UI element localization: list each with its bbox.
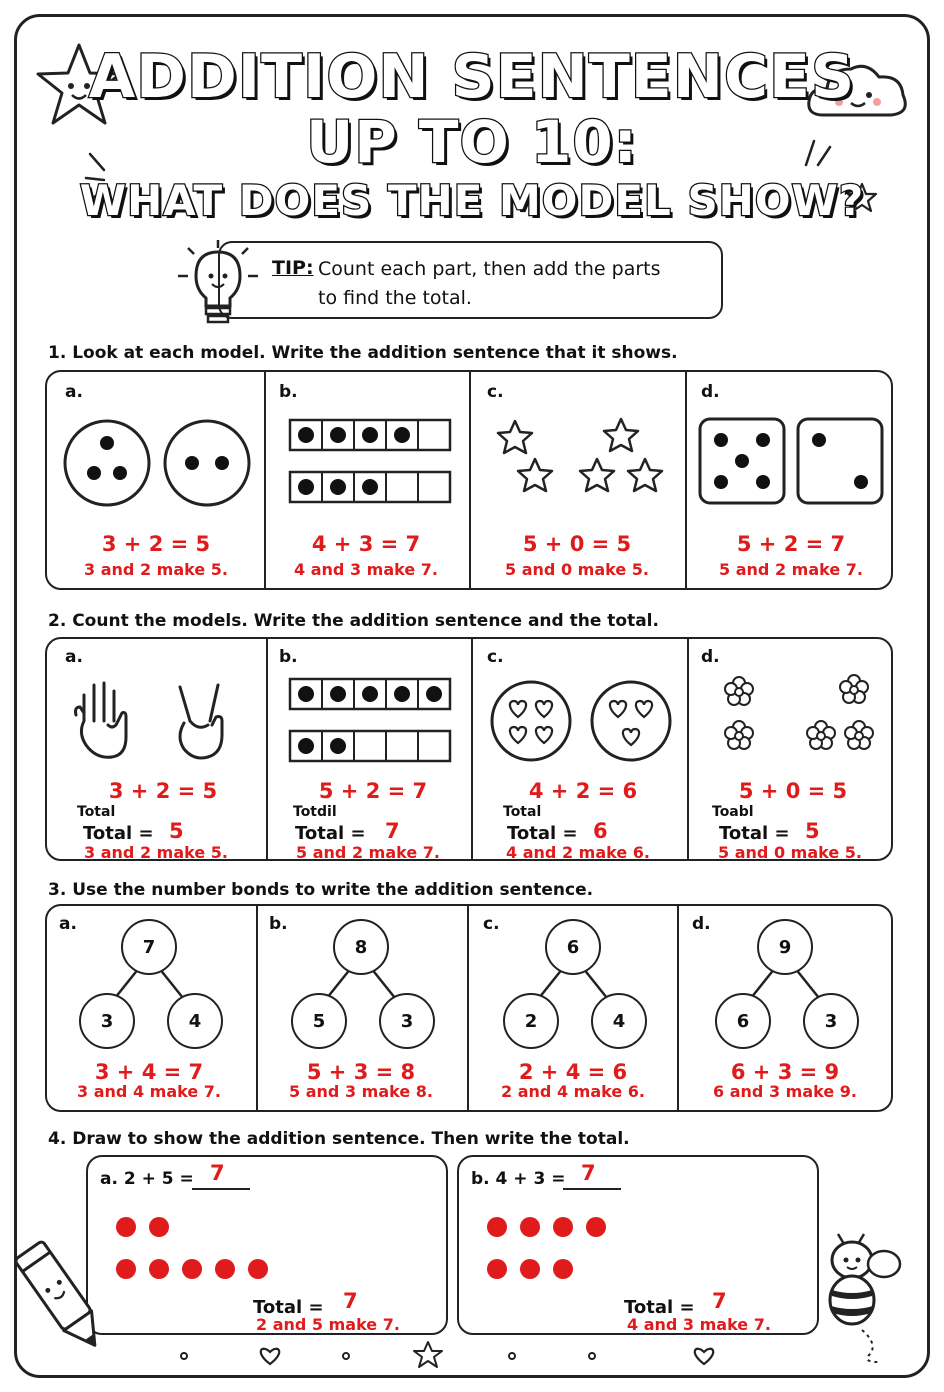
sentence-answer: 4 and 2 make 6.	[506, 843, 650, 862]
question-3-box	[45, 904, 893, 1112]
divider	[471, 639, 473, 859]
cell-letter: b.	[279, 647, 298, 667]
draw-answer: 7	[210, 1161, 225, 1185]
equation-answer: 5 + 0 = 5	[738, 779, 848, 803]
bond-whole: 8	[333, 919, 389, 975]
total-answer: 7	[385, 819, 400, 843]
total-label: Total =	[253, 1297, 324, 1318]
faint-total-label: Toabl	[712, 804, 754, 820]
equation-answer: 5 + 2 = 7	[318, 779, 428, 803]
sentence-answer: 2 and 4 make 6.	[501, 1082, 645, 1101]
draw-box-a	[86, 1155, 448, 1335]
sentence-answer: 3 and 4 make 7.	[77, 1082, 221, 1101]
bond-part: 2	[503, 993, 559, 1049]
question-1-box	[45, 370, 893, 590]
drawn-dot	[149, 1259, 169, 1279]
hands-model	[72, 677, 242, 763]
drawn-dot	[487, 1259, 507, 1279]
stars-model	[489, 414, 669, 504]
sentence-answer: 6 and 3 make 9.	[713, 1082, 857, 1101]
sentence-answer: 4 and 3 make 7.	[627, 1315, 771, 1334]
dice-model	[697, 416, 887, 506]
bond-part: 4	[591, 993, 647, 1049]
total-label: Total =	[719, 823, 790, 844]
flowers-model	[707, 669, 897, 759]
cell-letter: a.	[65, 647, 83, 667]
divider	[266, 639, 268, 859]
question-1-title: 1. Look at each model. Write the addition sentence that it shows.	[48, 343, 678, 363]
drawn-dot	[520, 1217, 540, 1237]
cell-letter: c.	[487, 382, 504, 402]
draw-prompt: b. 4 + 3 =	[471, 1169, 566, 1189]
tip-text-line-1: Count each part, then add the parts	[318, 258, 661, 280]
ten-frame-model	[289, 677, 453, 765]
sentence-answer: 5 and 0 make 5.	[505, 560, 649, 579]
total-label: Total =	[624, 1297, 695, 1318]
total-answer: 5	[805, 819, 820, 843]
tip-box	[218, 241, 723, 319]
drawn-dot	[149, 1217, 169, 1237]
bond-part: 3	[379, 993, 435, 1049]
question-2-title: 2. Count the models. Write the addition sentence and the total.	[48, 611, 659, 631]
dot-circles-model	[62, 417, 262, 507]
equation-answer: 6 + 3 = 9	[730, 1060, 840, 1084]
bond-part: 6	[715, 993, 771, 1049]
question-4-title: 4. Draw to show the addition sentence. Then write the total.	[48, 1129, 630, 1149]
total-answer: 7	[343, 1289, 358, 1313]
faint-total-label: Totdil	[293, 804, 337, 820]
total-label: Total =	[295, 823, 366, 844]
drawn-dot	[520, 1259, 540, 1279]
equation-answer: 4 + 2 = 6	[528, 779, 638, 803]
title-line-1: ADDITION SENTENCES	[88, 42, 856, 112]
drawn-dot	[553, 1259, 573, 1279]
sentence-answer: 3 and 2 make 5.	[84, 560, 228, 579]
bond-whole: 9	[757, 919, 813, 975]
question-2-box	[45, 637, 893, 861]
drawn-dot	[182, 1259, 202, 1279]
drawn-dot	[248, 1259, 268, 1279]
faint-total-label: Total	[503, 804, 542, 820]
cell-letter: b.	[279, 382, 298, 402]
cell-letter: b.	[269, 914, 288, 934]
bond-part: 5	[291, 993, 347, 1049]
equation-answer: 3 + 2 = 5	[108, 779, 218, 803]
cell-letter: c.	[483, 914, 500, 934]
sentence-answer: 2 and 5 make 7.	[256, 1315, 400, 1334]
pencil-icon	[16, 1232, 106, 1362]
total-label: Total =	[507, 823, 578, 844]
cell-letter: a.	[65, 382, 83, 402]
cell-letter: d.	[692, 914, 711, 934]
total-label: Total =	[83, 823, 154, 844]
drawn-dot	[487, 1217, 507, 1237]
title-line-3: WHAT DOES THE MODEL SHOW?	[79, 176, 865, 225]
equation-answer: 5 + 0 = 5	[522, 532, 632, 556]
ten-frame-model	[289, 418, 453, 506]
drawn-dot	[116, 1259, 136, 1279]
draw-answer: 7	[581, 1161, 596, 1185]
bond-whole: 7	[121, 919, 177, 975]
drawn-dot	[553, 1217, 573, 1237]
drawn-dot	[215, 1259, 235, 1279]
bond-part: 3	[803, 993, 859, 1049]
total-answer: 7	[712, 1289, 727, 1313]
divider	[687, 639, 689, 859]
bond-part: 3	[79, 993, 135, 1049]
tip-text-line-2: to find the total.	[318, 287, 472, 309]
sentence-answer: 5 and 0 make 5.	[718, 843, 862, 862]
bee-icon	[822, 1234, 914, 1364]
draw-prompt: a. 2 + 5 =	[100, 1169, 194, 1189]
cell-letter: c.	[487, 647, 504, 667]
equation-answer: 5 + 2 = 7	[736, 532, 846, 556]
cell-letter: a.	[59, 914, 77, 934]
sentence-answer: 5 and 3 make 8.	[289, 1082, 433, 1101]
total-answer: 5	[169, 819, 184, 843]
cell-letter: d.	[701, 647, 720, 667]
sentence-answer: 5 and 2 make 7.	[296, 843, 440, 862]
sentence-answer: 4 and 3 make 7.	[294, 560, 438, 579]
title-line-2: UP TO 10:	[306, 108, 638, 176]
faint-total-label: Total	[77, 804, 116, 820]
drawn-dot	[116, 1217, 136, 1237]
answer-line	[192, 1188, 250, 1190]
heart-circles-model	[489, 679, 679, 765]
bond-part: 4	[167, 993, 223, 1049]
tip-label: TIP:	[272, 257, 314, 279]
bottom-doodles	[170, 1340, 730, 1370]
equation-answer: 5 + 3 = 8	[306, 1060, 416, 1084]
drawn-dot	[586, 1217, 606, 1237]
sentence-answer: 5 and 2 make 7.	[719, 560, 863, 579]
cell-letter: d.	[701, 382, 720, 402]
equation-answer: 3 + 2 = 5	[101, 532, 211, 556]
draw-box-b	[457, 1155, 819, 1335]
equation-answer: 2 + 4 = 6	[518, 1060, 628, 1084]
answer-line	[563, 1188, 621, 1190]
question-3-title: 3. Use the number bonds to write the addition sentence.	[48, 880, 594, 900]
equation-answer: 3 + 4 = 7	[94, 1060, 204, 1084]
bond-whole: 6	[545, 919, 601, 975]
total-answer: 6	[593, 819, 608, 843]
equation-answer: 4 + 3 = 7	[311, 532, 421, 556]
sentence-answer: 3 and 2 make 5.	[84, 843, 228, 862]
